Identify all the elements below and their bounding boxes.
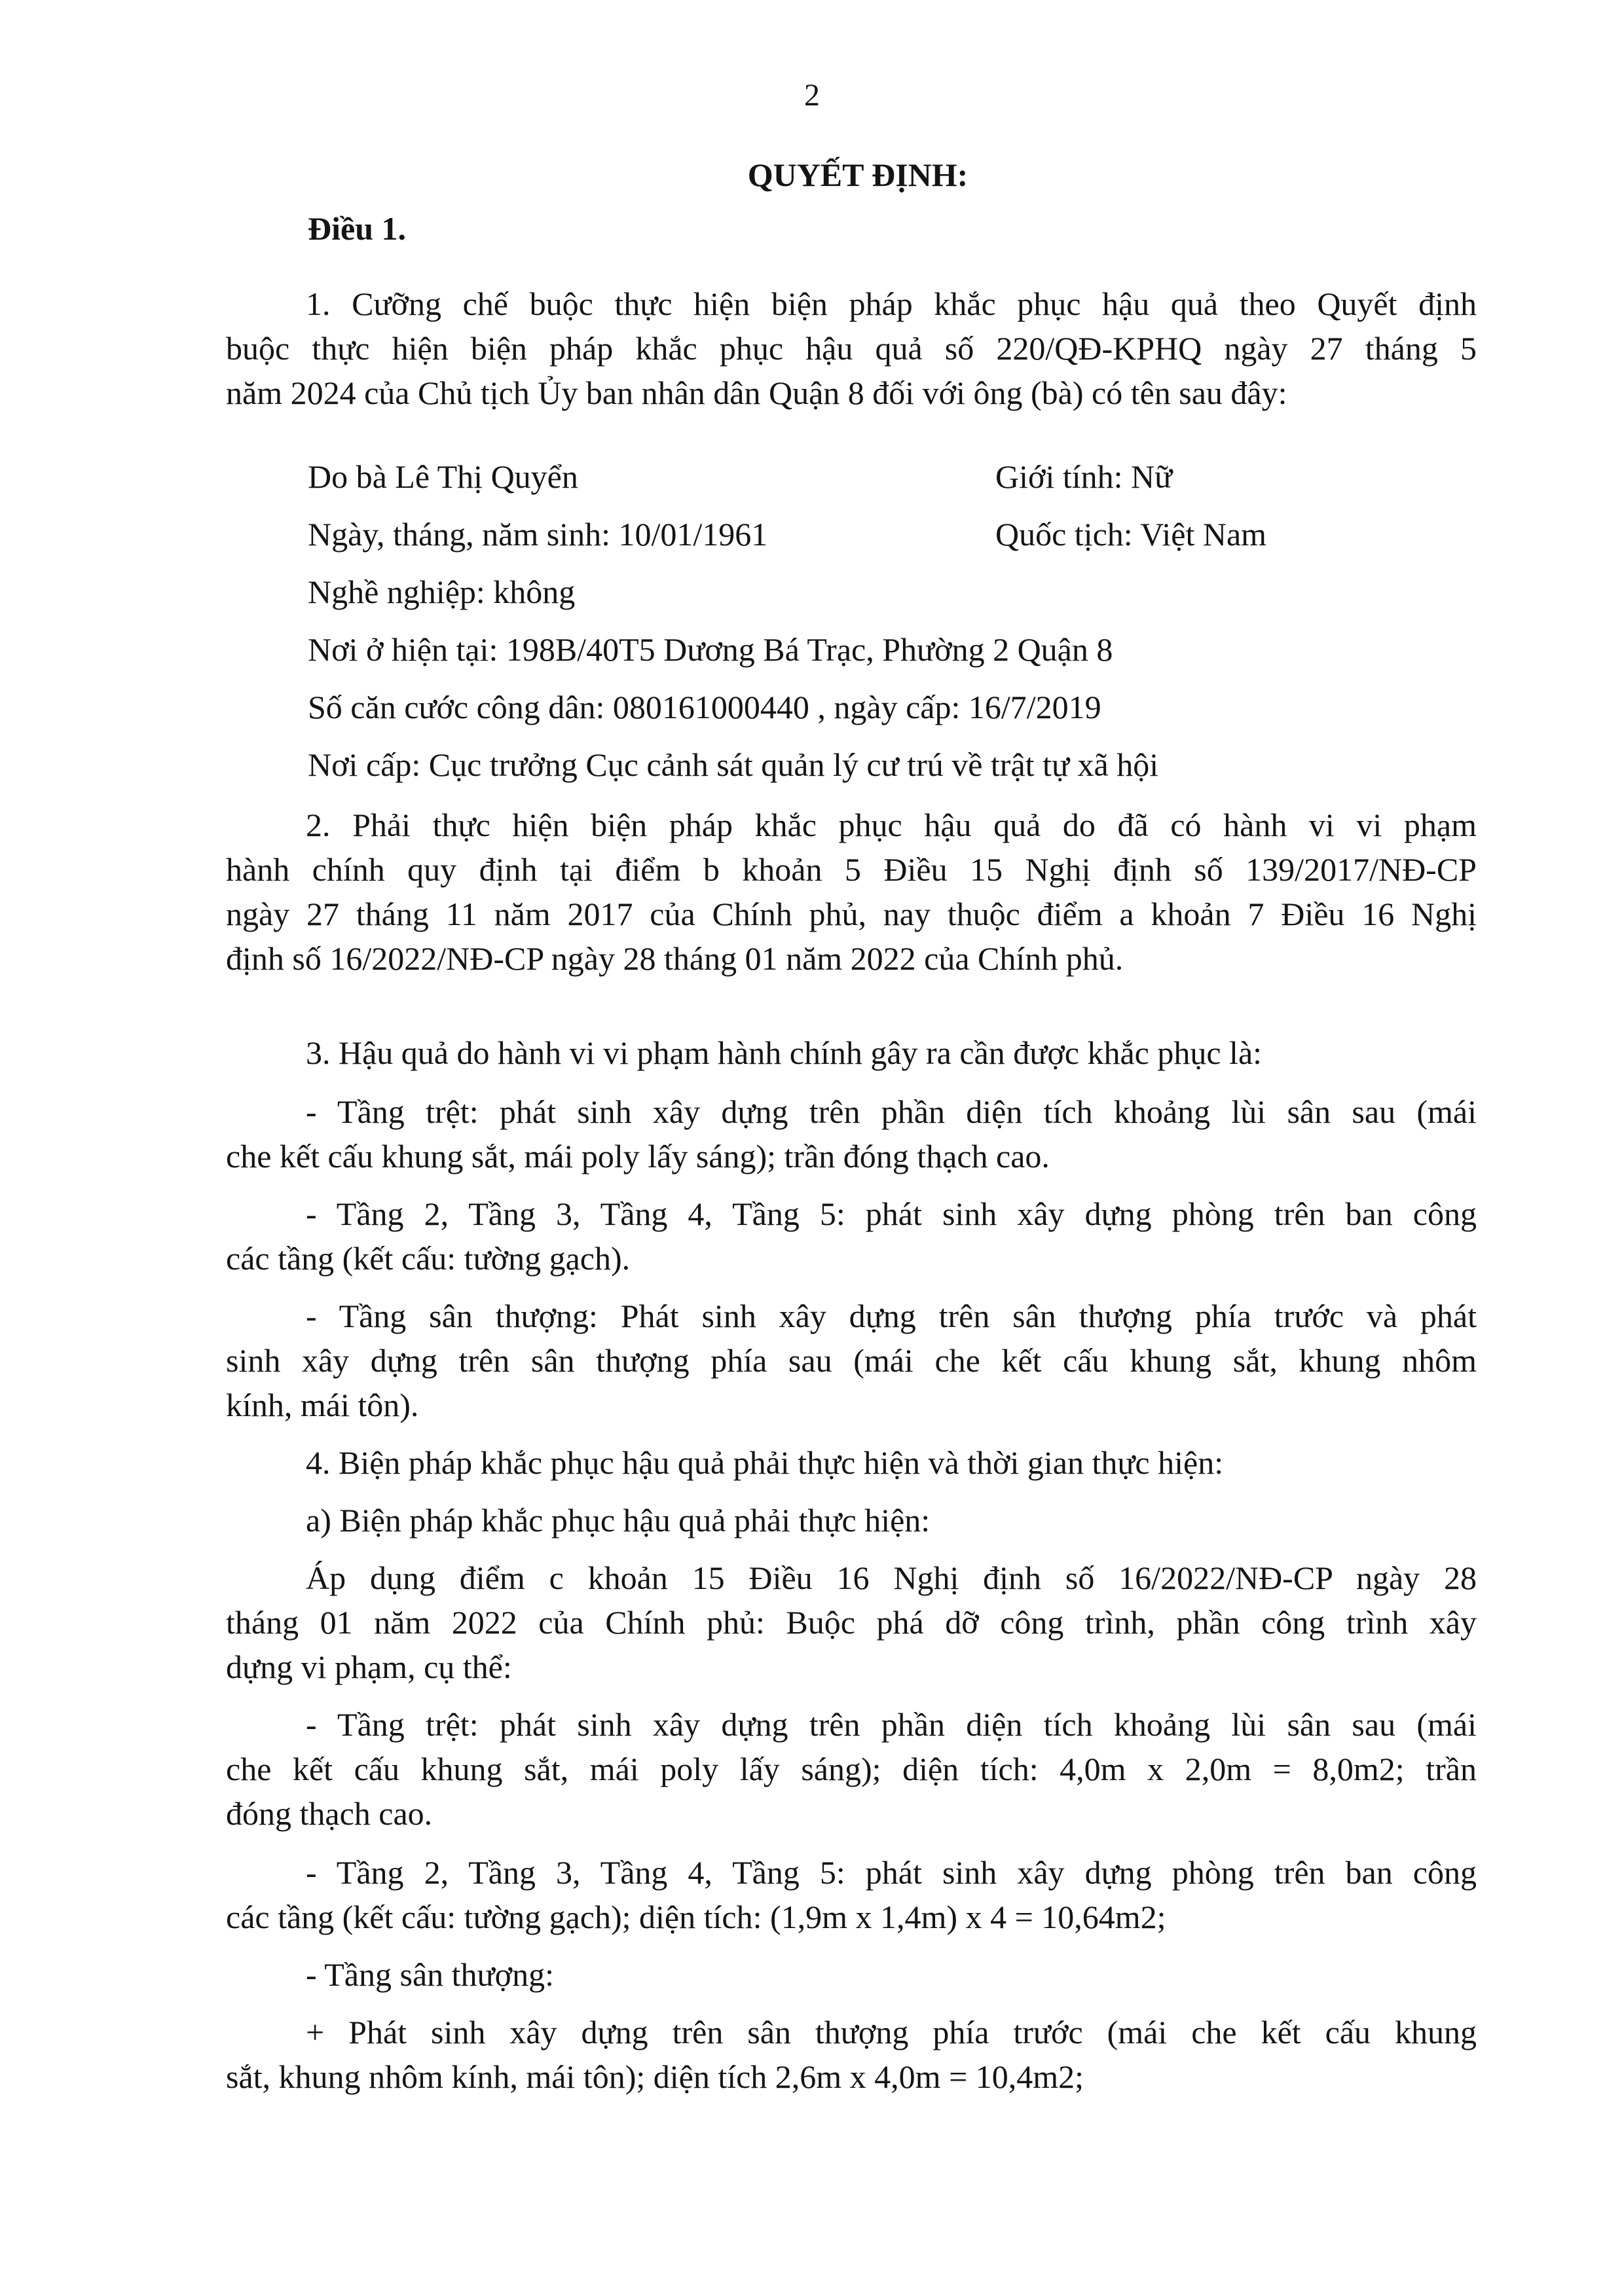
item-4-terrace-intro-text: - Tầng sân thượng:	[306, 1956, 554, 1993]
item-2-line: hành chính quy định tại điểm b khoản 5 Điều 15 Nghị định số 139/2017/NĐ-CP	[226, 851, 1477, 888]
item-4-terrace-front-line: + Phát sinh xây dựng trên sân thượng phía trước (mái che kết cấu khung	[306, 2014, 1477, 2050]
item-1-line: buộc thực hiện biện pháp khắc phục hậu quả số 220/QĐ-KPHQ ngày 27 tháng 5	[226, 330, 1477, 367]
item-4-apply-line: dựng vi phạm, cụ thể:	[226, 1649, 512, 1685]
decision-heading: QUYẾT ĐỊNH:	[747, 156, 969, 193]
item-3-intro	[226, 1030, 1477, 1075]
page-number: 2	[804, 78, 820, 113]
person-id-number: Số căn cước công dân: 080161000440 , ngày cấp: 16/7/2019	[308, 689, 1101, 725]
item-4-floors-line: - Tầng 2, Tầng 3, Tầng 4, Tầng 5: phát sinh xây dựng phòng trên ban công	[306, 1854, 1477, 1891]
item-1-paragraph	[226, 282, 1477, 415]
person-row-2	[308, 512, 1486, 556]
item-4-apply-line: Áp dụng điểm c khoản 15 Điều 16 Nghị định số 16/2022/NĐ-CP ngày 28	[306, 1559, 1477, 1596]
item-4-sub-a-text: a) Biện pháp khắc phục hậu quả phải thực hiện:	[306, 1502, 931, 1539]
item-4-intro	[226, 1440, 1477, 1485]
item-4-intro-text: 4. Biện pháp khắc phục hậu quả phải thực hiện và thời gian thực hiện:	[306, 1444, 1224, 1481]
item-3-terrace	[226, 1294, 1477, 1427]
item-4-apply-line: tháng 01 năm 2022 của Chính phủ: Buộc phá dỡ công trình, phần công trình xây	[226, 1604, 1477, 1641]
item-3-intro-text: 3. Hậu quả do hành vi vi phạm hành chính gây ra cần được khắc phục là:	[306, 1034, 1263, 1071]
item-4-terrace-front	[226, 2010, 1477, 2099]
person-issued-by: Nơi cấp: Cục trưởng Cục cảnh sát quản lý cư trú về trật tự xã hội	[308, 746, 1159, 783]
person-address: Nơi ở hiện tại: 198B/40T5 Dương Bá Trạc, Phường 2 Quận 8	[308, 631, 1113, 668]
article-title: Điều 1.	[308, 210, 406, 247]
item-4-terrace-intro	[226, 1952, 1477, 1997]
item-4-apply	[226, 1556, 1477, 1689]
item-3-ground-line: che kết cấu khung sắt, mái poly lấy sáng); trần đóng thạch cao.	[226, 1138, 1050, 1175]
item-4-ground-line: đóng thạch cao.	[226, 1795, 433, 1832]
item-2-line: định số 16/2022/NĐ-CP ngày 28 tháng 01 năm 2022 của Chính phủ.	[226, 940, 1124, 977]
item-4-floors-line: các tầng (kết cấu: tường gạch); diện tích: (1,9m x 1,4m) x 4 = 10,64m2;	[226, 1899, 1166, 1935]
item-2-paragraph	[226, 803, 1477, 981]
item-4-terrace-front-line: sắt, khung nhôm kính, mái tôn); diện tích 2,6m x 4,0m = 10,4m2;	[226, 2058, 1084, 2095]
item-3-floors	[226, 1192, 1477, 1281]
person-nationality: Quốc tịch: Việt Nam	[995, 516, 1267, 553]
item-3-ground-line: - Tầng trệt: phát sinh xây dựng trên phần diện tích khoảng lùi sân sau (mái	[306, 1093, 1477, 1130]
item-3-floors-line: - Tầng 2, Tầng 3, Tầng 4, Tầng 5: phát sinh xây dựng phòng trên ban công	[306, 1195, 1477, 1232]
item-4-ground-line: che kết cấu khung sắt, mái poly lấy sáng); diện tích: 4,0m x 2,0m = 8,0m2; trần	[226, 1751, 1477, 1787]
item-3-terrace-line: kính, mái tôn).	[226, 1387, 419, 1423]
person-gender: Giới tính: Nữ	[995, 458, 1173, 495]
person-birth: Ngày, tháng, năm sinh: 10/01/1961	[308, 516, 768, 553]
item-1-line: 1. Cưỡng chế buộc thực hiện biện pháp khắc phục hậu quả theo Quyết định	[306, 285, 1477, 322]
item-3-terrace-line: sinh xây dựng trên sân thượng phía sau (mái che kết cấu khung sắt, khung nhôm	[226, 1342, 1477, 1379]
person-occupation: Nghề nghiệp: không	[308, 574, 576, 610]
item-3-floors-line: các tầng (kết cấu: tường gạch).	[226, 1240, 631, 1277]
item-4-sub-a	[226, 1498, 1477, 1542]
item-4-ground	[226, 1702, 1477, 1836]
item-3-terrace-line: - Tầng sân thượng: Phát sinh xây dựng trên sân thượng phía trước và phát	[306, 1298, 1477, 1334]
item-1-line: năm 2024 của Chủ tịch Ủy ban nhân dân Quận 8 đối với ông (bà) có tên sau đây:	[226, 374, 1287, 411]
item-2-line: 2. Phải thực hiện biện pháp khắc phục hậu quả do đã có hành vi vi phạm	[306, 807, 1477, 843]
person-name: Do bà Lê Thị Quyển	[308, 458, 578, 495]
item-4-floors	[226, 1850, 1477, 1939]
person-row-1	[308, 454, 1486, 499]
item-3-ground	[226, 1089, 1477, 1178]
item-2-line: ngày 27 tháng 11 năm 2017 của Chính phủ, nay thuộc điểm a khoản 7 Điều 16 Nghị	[226, 896, 1477, 932]
item-4-ground-line: - Tầng trệt: phát sinh xây dựng trên phần diện tích khoảng lùi sân sau (mái	[306, 1706, 1477, 1743]
